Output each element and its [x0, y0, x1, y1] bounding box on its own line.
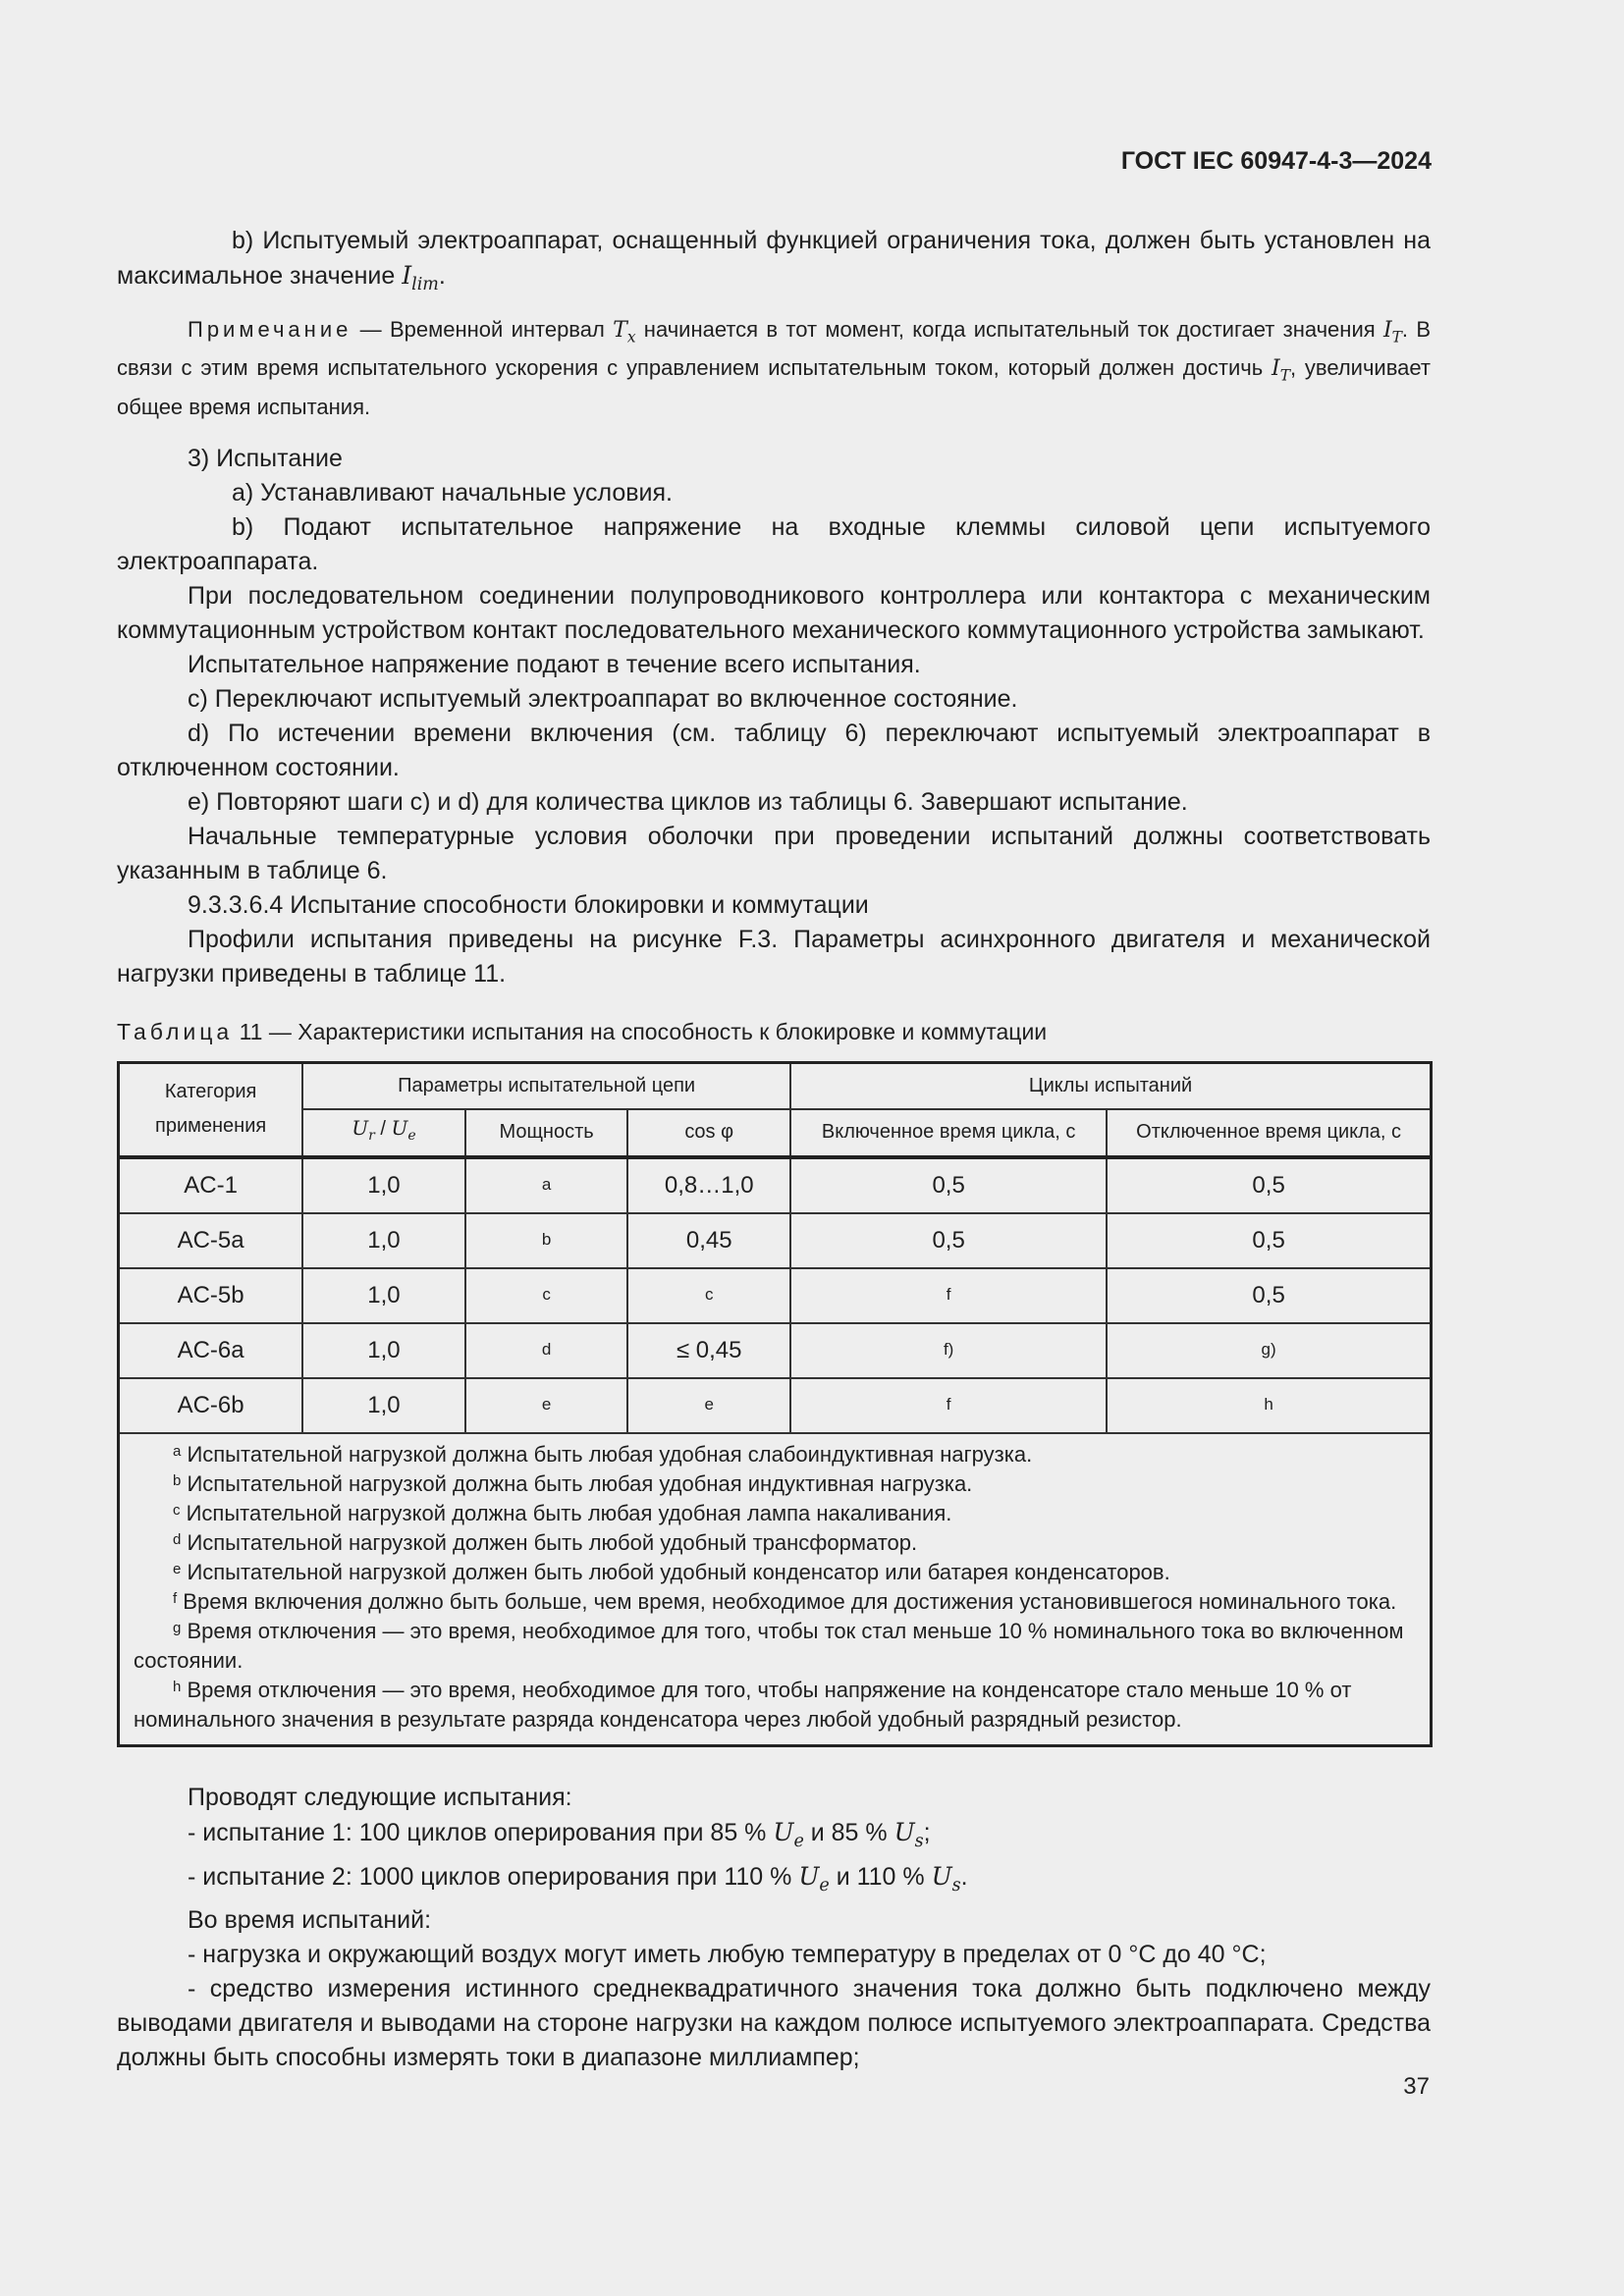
table-caption-text: 11 — Характеристики испытания на способность к блокировке и коммутации: [233, 1018, 1048, 1044]
ratio-cell: 1,0: [302, 1323, 465, 1378]
footnote-c: [134, 1499, 1416, 1528]
table-row: [119, 1157, 1432, 1213]
footnote-text: Испытательной нагрузкой должна быть любая удобная индуктивная нагрузка.: [181, 1470, 973, 1496]
step-3d: d) По истечении времени включения (см. таблицу 6) переключают испытуемый электроаппарат в отключенном состоянии.: [117, 719, 1431, 781]
temperature-item: - нагрузка и окружающий воздух могут иметь любую температуру в пределах от 0 °C до 40 °C;: [188, 1940, 1267, 1968]
ur-symbol: U: [352, 1116, 369, 1141]
u-symbol: U: [773, 1817, 794, 1846]
footnote-text: Время отключения — это время, необходимое для того, чтобы ток стал меньше 10 % номинального тока во включенном состоянии.: [134, 1618, 1404, 1673]
power-cell: c: [465, 1268, 628, 1323]
off-time-cell: h: [1107, 1378, 1431, 1433]
off-time-cell: 0,5: [1107, 1213, 1431, 1268]
clause-heading: 9.3.3.6.4 Испытание способности блокировки и коммутации: [188, 890, 869, 919]
item-b-paragraph: [117, 224, 1431, 302]
category-cell: AC-6a: [119, 1323, 303, 1378]
footnote-mark: a: [173, 1442, 182, 1460]
on-time-cell: 0,5: [790, 1157, 1107, 1213]
test-2: [117, 1859, 1431, 1903]
profiles-paragraph: Профили испытания приведены на рисунке F.3. Параметры асинхронного двигателя и механической нагрузки приведены в таблице 11.: [117, 925, 1431, 988]
category-cell: AC-6b: [119, 1378, 303, 1433]
step-3c: c) Переключают испытуемый электроаппарат во включенное состояние.: [188, 684, 1018, 713]
on-time-cell: f: [790, 1378, 1107, 1433]
note-text: — Временной интервал: [352, 317, 614, 342]
s-subscript: s: [914, 1831, 924, 1851]
ue-subscript: e: [407, 1128, 416, 1145]
ur-subscript: r: [368, 1128, 375, 1145]
note-text: начинается в тот момент, когда испытательный ток достигает значения: [635, 317, 1383, 342]
footnote-mark: d: [173, 1530, 182, 1548]
footnote-text: Испытательной нагрузкой должен быть любой удобный конденсатор или батарея конденсаторов.: [181, 1559, 1170, 1584]
test-1-text: - испытание 1: 100 циклов оперирования при 85 %: [188, 1818, 774, 1846]
ratio-cell: 1,0: [302, 1213, 465, 1268]
footnote-mark: g: [173, 1619, 182, 1636]
table-footnotes: [119, 1433, 1432, 1746]
semicolon: ;: [923, 1818, 931, 1846]
header-category: Категория применения: [119, 1062, 303, 1157]
note-text: , увеличивает общее время испытания.: [117, 355, 1431, 419]
category-cell: AC-1: [119, 1157, 303, 1213]
footnote-text: Испытательной нагрузкой должна быть любая удобная лампа накаливания.: [180, 1500, 952, 1525]
cos-cell: 0,45: [627, 1213, 790, 1268]
t-symbol: T: [613, 318, 627, 343]
step-3b: b) Подают испытательное напряжение на входные клеммы силовой цепи испытуемого электроаппарата.: [117, 512, 1431, 575]
note-label: Примечание: [188, 317, 352, 342]
footnote-mark: e: [173, 1560, 182, 1577]
item-b-text: b) Испытуемый электроаппарат, оснащенный функцией ограничения тока, должен быть установлен на максимальное значение: [117, 227, 1431, 290]
off-time-cell: g): [1107, 1323, 1431, 1378]
category-cell: AC-5b: [119, 1268, 303, 1323]
header-cos-phi: cos φ: [627, 1109, 790, 1157]
test-1: [117, 1815, 1431, 1859]
table-subheader-row: [119, 1109, 1432, 1157]
u-symbol: U: [893, 1817, 915, 1846]
header-cycles: Циклы испытаний: [790, 1062, 1431, 1109]
s-subscript: s: [951, 1875, 961, 1896]
e-subscript: e: [819, 1875, 830, 1896]
note-text: . В связи с этим время испытательного ускорения с управлением испытательным током, который должен достичь: [117, 317, 1432, 381]
measurement-item: - средство измерения истинного среднеквадратичного значения тока должно быть подключено между выводами двигателя и выводами на стороне нагрузки на каждом полюсе испытуемого электроаппарата. Средства должны быть способны измерять токи в диапазоне миллиампер;: [117, 1974, 1431, 2071]
initial-temperature-paragraph: Начальные температурные условия оболочки при проведении испытаний должны соответствовать указанным в таблице 6.: [117, 822, 1431, 884]
footnote-a: [134, 1440, 1416, 1469]
header-power: Мощность: [465, 1109, 628, 1157]
table-header-row: [119, 1062, 1432, 1109]
voltage-paragraph: Испытательное напряжение подают в течение всего испытания.: [188, 650, 921, 678]
footnote-g: [134, 1617, 1416, 1676]
x-subscript: x: [626, 328, 636, 347]
ratio-cell: 1,0: [302, 1378, 465, 1433]
footnote-mark: f: [173, 1589, 178, 1607]
cos-cell: c: [627, 1268, 790, 1323]
lim-subscript: lim: [411, 275, 439, 294]
power-cell: a: [465, 1157, 628, 1213]
table-caption-label: Таблица: [117, 1018, 234, 1044]
header-off-time: Отключенное время цикла, с: [1107, 1109, 1431, 1157]
t-subscript: T: [1391, 328, 1402, 347]
step-3e: e) Повторяют шаги c) и d) для количества циклов из таблицы 6. Завершают испытание.: [188, 787, 1188, 816]
on-time-cell: f: [790, 1268, 1107, 1323]
power-cell: e: [465, 1378, 628, 1433]
on-time-cell: 0,5: [790, 1213, 1107, 1268]
footnote-text: Испытательной нагрузкой должен быть любой удобный трансформатор.: [181, 1529, 918, 1555]
u-symbol: U: [798, 1861, 820, 1891]
i-symbol: I: [1272, 356, 1280, 382]
ue-symbol: U: [391, 1116, 408, 1141]
off-time-cell: 0,5: [1107, 1157, 1431, 1213]
footnote-text: Время отключения — это время, необходимое для того, чтобы напряжение на конденсаторе стало меньше 10 % от номинального значения в результате разряда конденсатора через любой удобный разрядный резистор.: [134, 1677, 1352, 1732]
power-cell: d: [465, 1323, 628, 1378]
ratio-cell: 1,0: [302, 1268, 465, 1323]
footnote-mark: b: [173, 1471, 182, 1489]
slash: /: [374, 1118, 392, 1141]
cos-cell: ≤ 0,45: [627, 1323, 790, 1378]
test-characteristics-table: [117, 1061, 1433, 1747]
header-ur-ue: [302, 1109, 465, 1157]
step-3: 3) Испытание: [188, 444, 343, 472]
t-subscript: T: [1279, 366, 1290, 385]
note-paragraph: [117, 314, 1431, 422]
u-symbol: U: [931, 1861, 952, 1891]
table-row: [119, 1323, 1432, 1378]
off-time-cell: 0,5: [1107, 1268, 1431, 1323]
i-symbol: I: [402, 261, 412, 290]
header-circuit-params: Параметры испытательной цепи: [302, 1062, 790, 1109]
table-row: [119, 1378, 1432, 1433]
document-id: ГОСТ IEC 60947-4-3—2024: [1120, 147, 1432, 175]
during-tests: Во время испытаний:: [188, 1905, 432, 1934]
footnote-mark: h: [173, 1678, 182, 1695]
header-on-time: Включенное время цикла, с: [790, 1109, 1107, 1157]
footnote-h: [134, 1676, 1416, 1735]
cos-cell: e: [627, 1378, 790, 1433]
table-row: [119, 1213, 1432, 1268]
page-body: [117, 224, 1431, 2075]
e-subscript: e: [793, 1831, 804, 1851]
table-row: [119, 1268, 1432, 1323]
footnote-text: Испытательной нагрузкой должна быть любая удобная слабоиндуктивная нагрузка.: [181, 1441, 1033, 1467]
footnote-b: [134, 1469, 1416, 1499]
table-caption: [117, 1015, 1431, 1049]
ratio-cell: 1,0: [302, 1157, 465, 1213]
tests-intro: Проводят следующие испытания:: [188, 1783, 572, 1811]
page-number: 37: [1403, 2073, 1430, 2100]
test-2-text: - испытание 2: 1000 циклов оперирования при 110 %: [188, 1862, 799, 1891]
table-footnotes-row: [119, 1433, 1432, 1746]
footnote-mark: c: [173, 1501, 181, 1519]
on-time-cell: f): [790, 1323, 1107, 1378]
test-2-text: и 110 %: [829, 1862, 932, 1891]
step-3a: a) Устанавливают начальные условия.: [232, 478, 673, 507]
footnote-f: [134, 1587, 1416, 1617]
series-connection-paragraph: При последовательном соединении полупроводникового контроллера или контактора с механическим коммутационным устройством контакт последовательного механического коммутационного устройства замыкают.: [117, 581, 1431, 644]
period: .: [438, 262, 446, 290]
period: .: [960, 1862, 968, 1891]
footnote-text: Время включения должно быть больше, чем время, необходимое для достижения установившегося номинального тока.: [177, 1588, 1397, 1614]
power-cell: b: [465, 1213, 628, 1268]
category-cell: AC-5a: [119, 1213, 303, 1268]
footnote-e: [134, 1558, 1416, 1587]
i-symbol: I: [1382, 318, 1392, 343]
cos-cell: 0,8…1,0: [627, 1157, 790, 1213]
footnote-d: [134, 1528, 1416, 1558]
test-1-text: и 85 %: [803, 1818, 894, 1846]
